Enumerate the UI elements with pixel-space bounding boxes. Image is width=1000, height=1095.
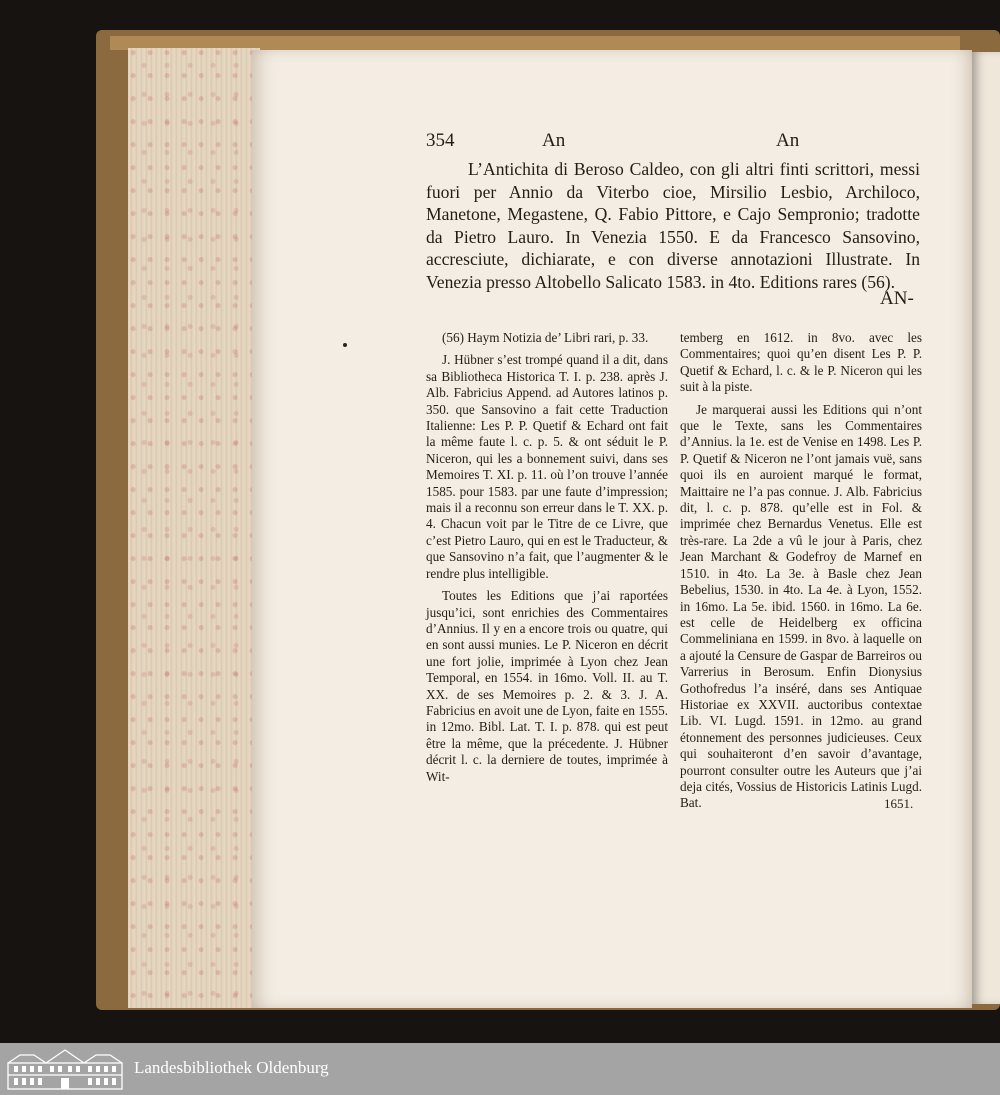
main-entry bbox=[426, 158, 920, 293]
facing-page-edge bbox=[972, 52, 1000, 1004]
library-building-logo-icon bbox=[6, 1047, 124, 1091]
right-paragraph: temberg en 1612. in 8vo. avec les Commentaires; quoi qu’en disent Les P. P. Quetif & Echard, l. c. & le P. Niceron qui les suit à la piste. bbox=[680, 330, 922, 395]
left-paragraph: Toutes les Editions que j’ai raportées jusqu’ici, sont enrichies des Commentaires d’Annius. Il y en a encore trois ou quatre, qui en sont aussi munies. Le P. Niceron en décrit une fort jolie, imprimée à Lyon chez Jean Temporal, en 1554. in 16mo. Voll. II. au T. XX. de ses Memoires p. 2. & 3. J. A. Fabricius en avoit une de Lyon, faite en 1555. in 12mo. Bibl. Lat. T. I. p. 878. qui est peut être la même, que la précedente. J. Hübner décrit l. c. la derniere de toutes, imprimée à Wit- bbox=[426, 588, 668, 784]
library-name: Landesbibliothek Oldenburg bbox=[134, 1058, 329, 1077]
footnote-right-column bbox=[680, 330, 922, 818]
right-paragraph: Je marquerai aussi les Editions qui n’ont que le Texte, sans les Commentaires d’Annius. la 1e. est de Venise en 1498. Les P. P. Quetif & Niceron ne l’ont jamais vuë, sans quoi ils en auroient marqué le format, Maittaire ne l’a pas connue. J. Alb. Fabricius dit, l. c. p. 878. qu’elle est in Fol. & imprimée chez Bernardus Venetus. Elle est très-rare. La 2de a vû le jour à Paris, chez Jean Marchant & Godefroy de Marnef en 1510. in 4to. La 3e. à Basle chez Jean Bebelius, 1530. in 4to. La 4e. à Lyon, 1552. in 16mo. La 5e. ibid. 1560. in 16mo. La 6e. est celle de Heidelberg ex officina Commeliniana en 1599. in 8vo. à laquelle on a ajouté la Censure de Gaspar de Barreiros ou Varrerius in Berosum. Enfin Dionysius Gothofredus l’a inséré, dans ses Antiquae Historiae ex XXVII. auctoribus contextae Lib. VI. Lugd. 1591. in 12mo. au grand étonnement des personnes judicieuses. Ceux qui souhaiteront d’en savoir d’avantage, pourront consulter outre les Auteurs que j’ai deja cités, Vossius de Historicis Latinis Lugd. Bat. bbox=[680, 401, 922, 811]
entry-text: L’Antichita di Beroso Caldeo, con gli altri finti scrittori, messi fuori per Annio da Viterbo cioe, Mirsilio Lesbio, Archiloco, Manetone, Megastene, Q. Fabio Pittore, e Cajo Sempronio; tradotte da Pietro Lauro. In Venezia 1550. E da Francesco Sansovino, accresciute, dichiarate, e con diverse annotazioni Illustrate. In Venezia presso Altobello Salicato 1583. in 4to. Editions rares (56). bbox=[426, 159, 920, 292]
ink-spot bbox=[343, 343, 347, 347]
footnote-catchword: 1651. bbox=[884, 796, 914, 811]
header-left: An bbox=[542, 130, 566, 151]
left-paragraph: J. Hübner s’est trompé quand il a dit, dans sa Bibliotheca Historica T. I. p. 238. après J. Alb. Fabricius Append. ad Autores latinos p. 350. que Sansovino a fait cette Traduction Italienne: Les P. P. Quetif & Echard ont fait la même faute l. c. p. 5. & ont séduit le P. Niceron, qui les a bonnement suivi, dans ses Memoires T. XI. p. 11. où l’on trouve l’année 1585. pour 1583. par une faute d’impression; mais il a reconnu son erreur dans le T. XX. p. 4. Chacun voit par le Titre de ce Livre, que c’est Pietro Lauro, qui en est le Traducteur, & que Sansovino n’a fait, que l’augmenter & le rendre plus intelligible. bbox=[426, 352, 668, 581]
page-block-edge bbox=[128, 48, 260, 1008]
library-footer bbox=[0, 1043, 1000, 1095]
catchword: AN- bbox=[880, 288, 914, 309]
left-paragraph: (56) Haym Notizia de’ Libri rari, p. 33. bbox=[442, 330, 649, 345]
page-number: 354 bbox=[426, 130, 455, 151]
footnote-left-column bbox=[426, 330, 668, 791]
header-right: An bbox=[776, 130, 800, 151]
